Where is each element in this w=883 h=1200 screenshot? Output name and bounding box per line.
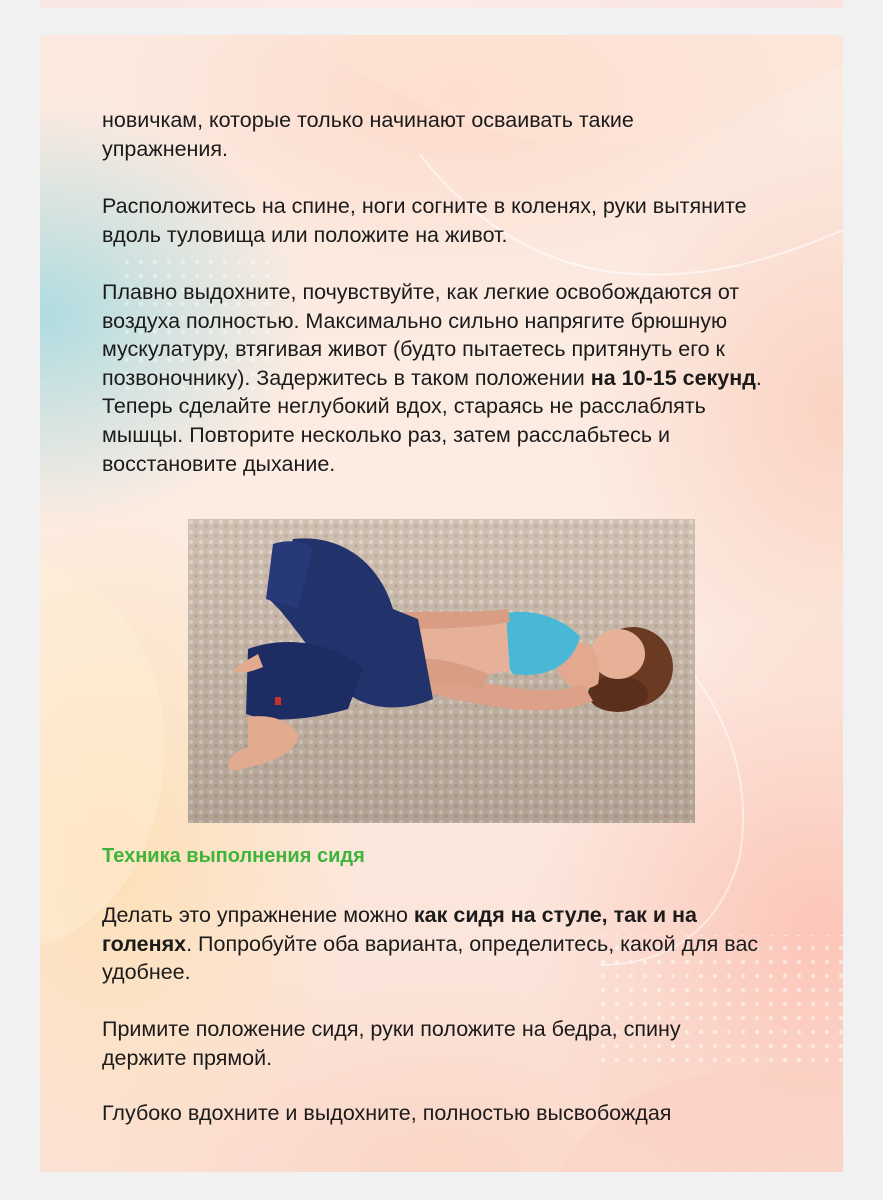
paragraph-breathing-part2: . Теперь сделайте неглубокий вдох, стараясь не расслаблять мышцы. Повторите несколько раз, затем расслабьтесь и восстановите дыхание.	[102, 365, 762, 476]
paragraph-intro: новичкам, которые только начинают осваивать такие упражнения.	[102, 108, 634, 161]
paragraph-sitting-options	[102, 901, 762, 987]
paragraph-deep-breath: Глубоко вдохните и выдохните, полностью высвобождая	[102, 1101, 672, 1125]
paragraph-sitting-position: Примите положение сидя, руки положите на бедра, спину держите прямой.	[102, 1017, 681, 1070]
previous-page-edge	[40, 0, 843, 8]
section-heading-sitting: Техника выполнения сидя	[102, 845, 365, 867]
hold-duration-emphasis: на 10-15 секунд	[590, 365, 756, 390]
paragraph-position: Расположитесь на спине, ноги согните в коленях, руки вытяните вдоль туловища или положите на живот.	[102, 194, 747, 247]
sitting-options-emphasis: как сидя на стуле, так и на голенях	[102, 903, 697, 956]
document-page	[40, 35, 843, 1172]
paragraph-sitting-part2: . Попробуйте оба варианта, определитесь, какой для вас удобнее.	[102, 931, 759, 985]
paragraph-breathing-part1: Плавно выдохните, почувствуйте, как легкие освобождаются от воздуха полностью. Максимально сильно напрягите брюшную мускулатуру, втягивая живот (будто пытаетесь притянуть его к позвоночнику). Задержитесь в таком положении	[102, 280, 740, 390]
paragraph-sitting-part1: Делать это упражнение можно	[102, 903, 414, 927]
exercise-photo	[188, 519, 695, 823]
paragraph-breathing	[102, 278, 762, 478]
